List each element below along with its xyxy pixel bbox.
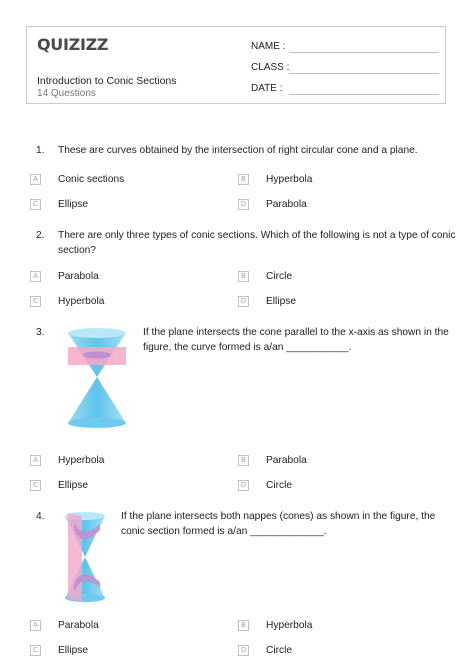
- name-label: NAME :: [251, 41, 286, 52]
- question-line: conic section formed is a/an _____________.: [121, 526, 327, 537]
- date-line[interactable]: [289, 94, 439, 95]
- option-letter-box[interactable]: A: [30, 620, 41, 631]
- class-label: CLASS :: [251, 62, 290, 73]
- option-letter-box[interactable]: A: [30, 174, 41, 185]
- question-line: If the plane intersects both nappes (cones) as shown in the figure, the: [121, 511, 436, 522]
- class-line[interactable]: [289, 73, 439, 74]
- lower-cone-base: [68, 418, 126, 428]
- option-letter-box[interactable]: D: [238, 199, 249, 210]
- option-text: Conic sections: [58, 174, 125, 185]
- cone-horizontal-plane-figure: [62, 325, 132, 435]
- option-text: Ellipse: [58, 199, 89, 210]
- option-letter-box[interactable]: D: [238, 645, 249, 656]
- question-number: 4.: [36, 511, 45, 522]
- option-text: Ellipse: [58, 645, 89, 656]
- upper-cone-rim: [68, 328, 126, 338]
- option-text: Hyperbola: [266, 620, 313, 631]
- option-letter-box[interactable]: C: [30, 645, 41, 656]
- question-line: There are only three types of conic sections. Which of the following is not a type of conic: [58, 230, 456, 241]
- option-letter-box[interactable]: A: [30, 271, 41, 282]
- lower-cone: [68, 377, 126, 423]
- circle-section: [83, 352, 111, 359]
- question-number: 3.: [36, 327, 45, 338]
- question-line: These are curves obtained by the intersection of right circular cone and a plane.: [58, 145, 418, 156]
- option-text: Parabola: [266, 455, 307, 466]
- option-letter-box[interactable]: B: [238, 271, 249, 282]
- option-text: Parabola: [58, 620, 99, 631]
- option-text: Circle: [266, 271, 293, 282]
- option-text: Circle: [266, 645, 293, 656]
- quizizz-logo: QUIZIZZ: [37, 35, 109, 54]
- option-letter-box[interactable]: C: [30, 296, 41, 307]
- option-letter-box[interactable]: B: [238, 174, 249, 185]
- option-letter-box[interactable]: C: [30, 480, 41, 491]
- option-letter-box[interactable]: D: [238, 296, 249, 307]
- question-text: [58, 228, 458, 258]
- question-text: [143, 325, 453, 355]
- worksheet-title: Introduction to Conic Sections: [37, 75, 177, 87]
- option-letter-box[interactable]: C: [30, 199, 41, 210]
- name-line[interactable]: [289, 52, 439, 53]
- option-letter-box[interactable]: B: [238, 620, 249, 631]
- option-text: Ellipse: [266, 296, 297, 307]
- option-text: Hyperbola: [266, 174, 313, 185]
- option-text: Hyperbola: [58, 455, 105, 466]
- cone-vertical-plane-figure: [60, 510, 110, 605]
- option-text: Ellipse: [58, 480, 89, 491]
- question-text: [58, 143, 458, 158]
- question-line: figure, the curve formed is a/an ___________.: [143, 342, 352, 353]
- question-line: section?: [58, 245, 96, 256]
- option-letter-box[interactable]: D: [238, 480, 249, 491]
- question-number: 2.: [36, 230, 45, 241]
- question-count: 14 Questions: [37, 88, 96, 99]
- option-letter-box[interactable]: A: [30, 455, 41, 466]
- option-text: Parabola: [58, 271, 99, 282]
- question-line: If the plane intersects the cone parallel to the x-axis as shown in the: [143, 327, 449, 338]
- date-label: DATE :: [251, 83, 283, 94]
- question-number: 1.: [36, 145, 45, 156]
- option-text: Parabola: [266, 199, 307, 210]
- option-text: Hyperbola: [58, 296, 105, 307]
- option-letter-box[interactable]: B: [238, 455, 249, 466]
- option-text: Circle: [266, 480, 293, 491]
- worksheet-header: [26, 26, 446, 104]
- question-text: [121, 509, 451, 539]
